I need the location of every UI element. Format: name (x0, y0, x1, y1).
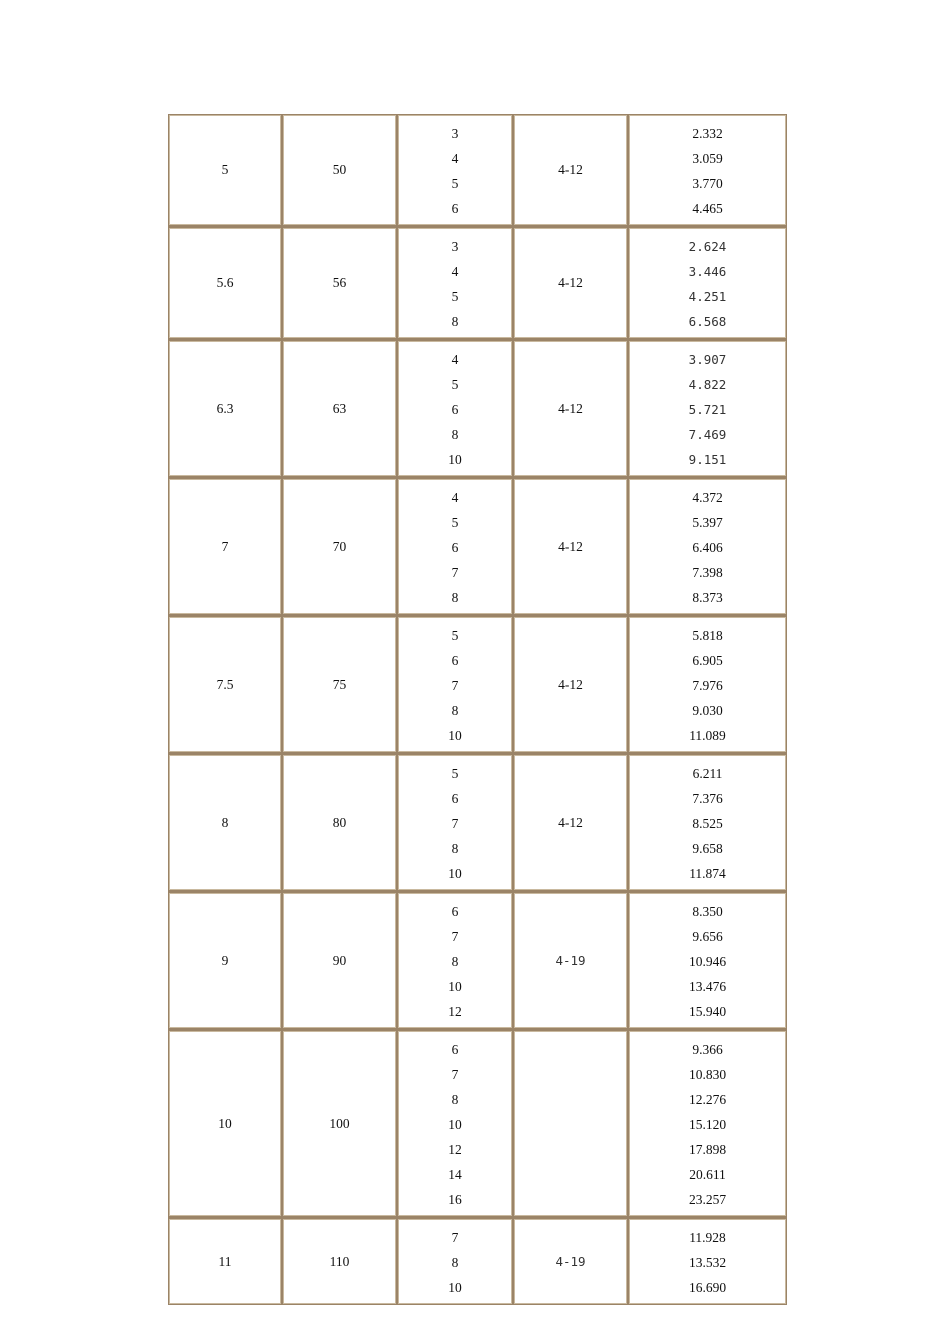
leg-width-cell: 75 (282, 615, 397, 753)
thickness-value: 6 (451, 791, 459, 806)
table-row (168, 753, 787, 891)
table-row (168, 477, 787, 615)
weight-cell (628, 1029, 787, 1217)
thickness-value: 8 (451, 1255, 459, 1270)
radius-range-cell: 4-19 (513, 891, 628, 1029)
leg-width-cell: 100 (282, 1029, 397, 1217)
thickness-value: 6 (451, 201, 459, 216)
thickness-value: 6 (451, 1042, 459, 1057)
radius-range-cell: 4-12 (513, 753, 628, 891)
weight-list (629, 755, 786, 890)
weight-value: 16.690 (688, 1280, 727, 1295)
weight-value: 6.406 (692, 540, 723, 555)
thickness-cell (397, 891, 513, 1029)
size-number-cell: 11 (168, 1217, 282, 1305)
thickness-value: 6 (451, 540, 459, 555)
thickness-list (398, 617, 512, 752)
weight-value: 9.151 (688, 452, 727, 467)
size-number-cell: 9 (168, 891, 282, 1029)
thickness-value: 4 (451, 490, 459, 505)
leg-width-cell: 70 (282, 477, 397, 615)
weight-value: 3.907 (688, 352, 727, 367)
weight-value: 10.946 (688, 954, 727, 969)
thickness-list (398, 341, 512, 476)
weight-value: 3.446 (688, 264, 727, 279)
weight-value: 5.397 (692, 515, 723, 530)
weight-value: 11.928 (689, 1230, 726, 1245)
thickness-value: 8 (451, 1092, 459, 1107)
weight-value: 4.372 (692, 490, 723, 505)
thickness-cell (397, 226, 513, 339)
weight-value: 7.376 (692, 791, 723, 806)
thickness-value: 7 (451, 929, 459, 944)
thickness-value: 3 (451, 239, 459, 254)
angle-steel-table-sheet (168, 114, 783, 1305)
table-row (168, 1217, 787, 1305)
table-row (168, 615, 787, 753)
thickness-value: 5 (451, 377, 459, 392)
thickness-list (398, 1031, 512, 1216)
weight-value: 5.818 (692, 628, 723, 643)
weight-list (629, 341, 786, 476)
thickness-value: 5 (451, 289, 459, 304)
weight-value: 4.465 (692, 201, 723, 216)
weight-list (629, 1031, 786, 1216)
thickness-value: 12 (448, 1004, 462, 1019)
radius-range-cell: 4-12 (513, 114, 628, 226)
table-row (168, 226, 787, 339)
table-body (168, 114, 787, 1305)
radius-range-cell: 4-12 (513, 226, 628, 339)
thickness-cell (397, 114, 513, 226)
weight-value: 23.257 (688, 1192, 727, 1207)
thickness-list (398, 115, 512, 225)
weight-value: 20.611 (689, 1167, 726, 1182)
thickness-value: 10 (448, 1280, 462, 1295)
thickness-value: 8 (451, 314, 459, 329)
thickness-value: 4 (451, 151, 459, 166)
weight-list (629, 1219, 786, 1304)
thickness-value: 5 (451, 766, 459, 781)
thickness-value: 5 (451, 515, 459, 530)
thickness-value: 8 (451, 703, 459, 718)
thickness-cell (397, 477, 513, 615)
leg-width-cell: 50 (282, 114, 397, 226)
thickness-value: 10 (448, 728, 462, 743)
thickness-cell (397, 615, 513, 753)
weight-list (629, 617, 786, 752)
weight-value: 8.373 (692, 590, 723, 605)
weight-cell (628, 226, 787, 339)
thickness-value: 7 (451, 678, 459, 693)
thickness-list (398, 479, 512, 614)
thickness-value: 12 (448, 1142, 462, 1157)
radius-range-cell: 4-12 (513, 477, 628, 615)
thickness-value: 8 (451, 590, 459, 605)
thickness-cell (397, 753, 513, 891)
weight-value: 11.874 (689, 866, 726, 881)
weight-cell (628, 891, 787, 1029)
size-number-cell: 8 (168, 753, 282, 891)
size-number-cell: 7 (168, 477, 282, 615)
size-number-cell: 5.6 (168, 226, 282, 339)
thickness-value: 8 (451, 427, 459, 442)
thickness-value: 6 (451, 402, 459, 417)
weight-list (629, 228, 786, 338)
weight-list (629, 893, 786, 1028)
thickness-value: 8 (451, 841, 459, 856)
weight-value: 4.251 (688, 289, 727, 304)
weight-cell (628, 477, 787, 615)
table-row (168, 891, 787, 1029)
thickness-value: 7 (451, 816, 459, 831)
thickness-value: 10 (448, 979, 462, 994)
weight-value: 6.905 (692, 653, 723, 668)
radius-range-cell: 4-19 (513, 1217, 628, 1305)
weight-value: 11.089 (689, 728, 726, 743)
thickness-value: 10 (448, 1117, 462, 1132)
size-number-cell: 7.5 (168, 615, 282, 753)
thickness-list (398, 755, 512, 890)
weight-value: 15.940 (688, 1004, 727, 1019)
thickness-value: 4 (451, 352, 459, 367)
leg-width-cell: 63 (282, 339, 397, 477)
thickness-value: 7 (451, 565, 459, 580)
table-row (168, 114, 787, 226)
thickness-list (398, 893, 512, 1028)
weight-value: 9.366 (692, 1042, 723, 1057)
thickness-value: 16 (448, 1192, 462, 1207)
weight-value: 6.211 (692, 766, 723, 781)
thickness-cell (397, 1217, 513, 1305)
leg-width-cell: 56 (282, 226, 397, 339)
table-row (168, 339, 787, 477)
thickness-value: 10 (448, 452, 462, 467)
thickness-value: 10 (448, 866, 462, 881)
weight-cell (628, 114, 787, 226)
weight-value: 13.476 (688, 979, 727, 994)
table-row (168, 1029, 787, 1217)
radius-range-cell: 4-12 (513, 615, 628, 753)
thickness-value: 5 (451, 628, 459, 643)
thickness-value: 3 (451, 126, 459, 141)
weight-value: 3.059 (692, 151, 723, 166)
thickness-value: 8 (451, 954, 459, 969)
size-number-cell: 10 (168, 1029, 282, 1217)
weight-value: 17.898 (688, 1142, 727, 1157)
weight-value: 3.770 (692, 176, 723, 191)
weight-value: 9.658 (692, 841, 723, 856)
leg-width-cell: 90 (282, 891, 397, 1029)
weight-value: 4.822 (688, 377, 727, 392)
thickness-value: 7 (451, 1067, 459, 1082)
thickness-list (398, 1219, 512, 1304)
thickness-list (398, 228, 512, 338)
weight-cell (628, 1217, 787, 1305)
weight-cell (628, 339, 787, 477)
radius-range-cell: 4-12 (513, 339, 628, 477)
weight-value: 12.276 (688, 1092, 727, 1107)
thickness-value: 6 (451, 653, 459, 668)
leg-width-cell: 80 (282, 753, 397, 891)
weight-cell (628, 753, 787, 891)
thickness-value: 14 (448, 1167, 462, 1182)
weight-value: 5.721 (688, 402, 727, 417)
thickness-value: 4 (451, 264, 459, 279)
weight-value: 2.332 (692, 126, 723, 141)
weight-value: 8.350 (692, 904, 723, 919)
weight-value: 15.120 (688, 1117, 727, 1132)
weight-value: 6.568 (688, 314, 727, 329)
weight-value: 10.830 (688, 1067, 727, 1082)
weight-value: 2.624 (688, 239, 727, 254)
radius-range-cell (513, 1029, 628, 1217)
angle-steel-table (168, 114, 787, 1305)
size-number-cell: 5 (168, 114, 282, 226)
thickness-value: 5 (451, 176, 459, 191)
weight-value: 9.656 (692, 929, 723, 944)
weight-list (629, 479, 786, 614)
weight-list (629, 115, 786, 225)
weight-value: 7.469 (688, 427, 727, 442)
weight-value: 8.525 (692, 816, 723, 831)
weight-cell (628, 615, 787, 753)
weight-value: 7.976 (692, 678, 723, 693)
weight-value: 7.398 (692, 565, 723, 580)
thickness-cell (397, 339, 513, 477)
weight-value: 9.030 (692, 703, 723, 718)
thickness-cell (397, 1029, 513, 1217)
weight-value: 13.532 (688, 1255, 727, 1270)
thickness-value: 7 (451, 1230, 459, 1245)
size-number-cell: 6.3 (168, 339, 282, 477)
thickness-value: 6 (451, 904, 459, 919)
leg-width-cell: 110 (282, 1217, 397, 1305)
